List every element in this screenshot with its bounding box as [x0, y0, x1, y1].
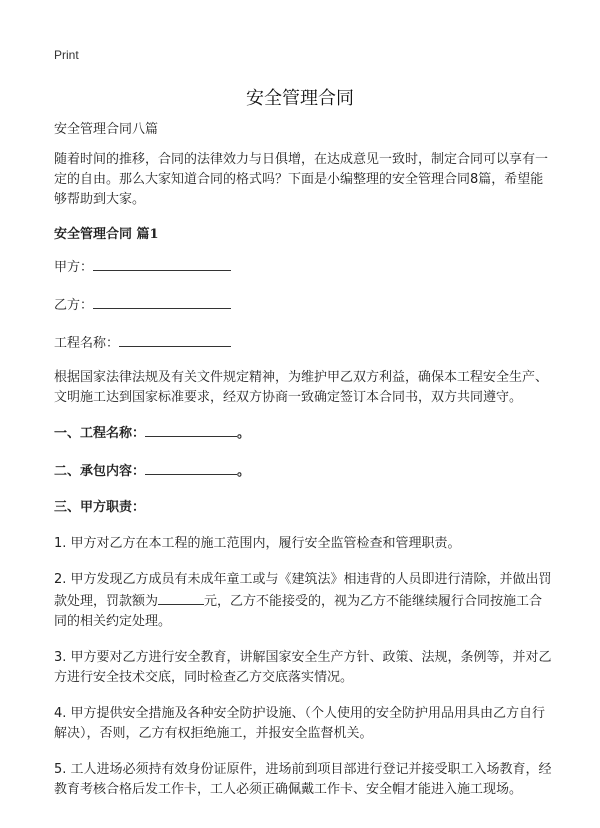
clause-project-name: [54, 422, 554, 444]
project-name-field: [54, 332, 554, 354]
clause-contract-content: [54, 460, 554, 482]
clause-1-label: 一、工程名称：: [54, 426, 146, 441]
list-item: 5. 工人进场必须持有效身份证原件，进场前到项目部进行登记并接受职工入场教育，经教育考核合格后发工作卡，工人必须正确佩戴工作卡、安全帽才能进入施工现场。: [54, 762, 552, 797]
item-2-text-a: 2. 甲方发现乙方成员有未成年童工或与《建筑法》相违背的人员即进行清除，并做出罚款处理，罚款额为: [54, 572, 552, 609]
party-b-label: 乙方：: [54, 298, 94, 313]
party-a-blank: [93, 256, 231, 271]
project-name-blank: [119, 332, 231, 347]
clause-1-end: 。: [237, 426, 251, 441]
print-link[interactable]: Print: [54, 48, 79, 62]
document-body: [54, 120, 554, 800]
document-subtitle: 安全管理合同八篇: [54, 122, 159, 137]
list-item: [54, 570, 554, 632]
page-title: 安全管理合同: [246, 88, 354, 109]
party-b-field: [54, 294, 554, 316]
item-2-text-b: 元，乙方不能接受的，视为乙方不能继续履行合同按施工合同的相关约定处理。: [54, 594, 543, 629]
clause-party-a-duties: 三、甲方职责：: [54, 500, 146, 515]
clause-1-blank: [145, 422, 237, 437]
party-b-blank: [93, 294, 231, 309]
section-heading: 安全管理合同 篇1: [54, 227, 159, 242]
intro-paragraph: 随着时间的推移，合同的法律效力与日俱增，在达成意见一致时，制定合同可以享有一定的自由。那么大家知道合同的格式吗？下面是小编整理的安全管理合同8篇，希望能够帮助到大家。: [54, 152, 549, 207]
fine-amount-blank: [158, 590, 204, 605]
list-item: 1. 甲方对乙方在本工程的施工范围内，履行安全监管检查和管理职责。: [54, 536, 461, 551]
list-item: 3. 甲方要对乙方进行安全教育，讲解国家安全生产方针、政策、法规，条例等，并对乙方进行安全技术交底，同时检查乙方交底落实情况。: [54, 650, 552, 685]
list-item: 4. 甲方提供安全措施及各种安全防护设施、（个人使用的安全防护用品用具由乙方自行解决），否则，乙方有权拒绝施工，并报安全监督机关。: [54, 706, 546, 741]
clause-2-end: 。: [237, 464, 251, 479]
clause-2-blank: [145, 460, 237, 475]
party-a-field: [54, 256, 554, 278]
project-name-label: 工程名称：: [54, 336, 120, 351]
clause-2-label: 二、承包内容：: [54, 464, 146, 479]
party-a-label: 甲方：: [54, 260, 94, 275]
basis-paragraph: 根据国家法律法规及有关文件规定精神，为维护甲乙双方利益，确保本工程安全生产、文明施工达到国家标准要求，经双方协商一致确定签订本合同书，双方共同遵守。: [54, 370, 549, 405]
